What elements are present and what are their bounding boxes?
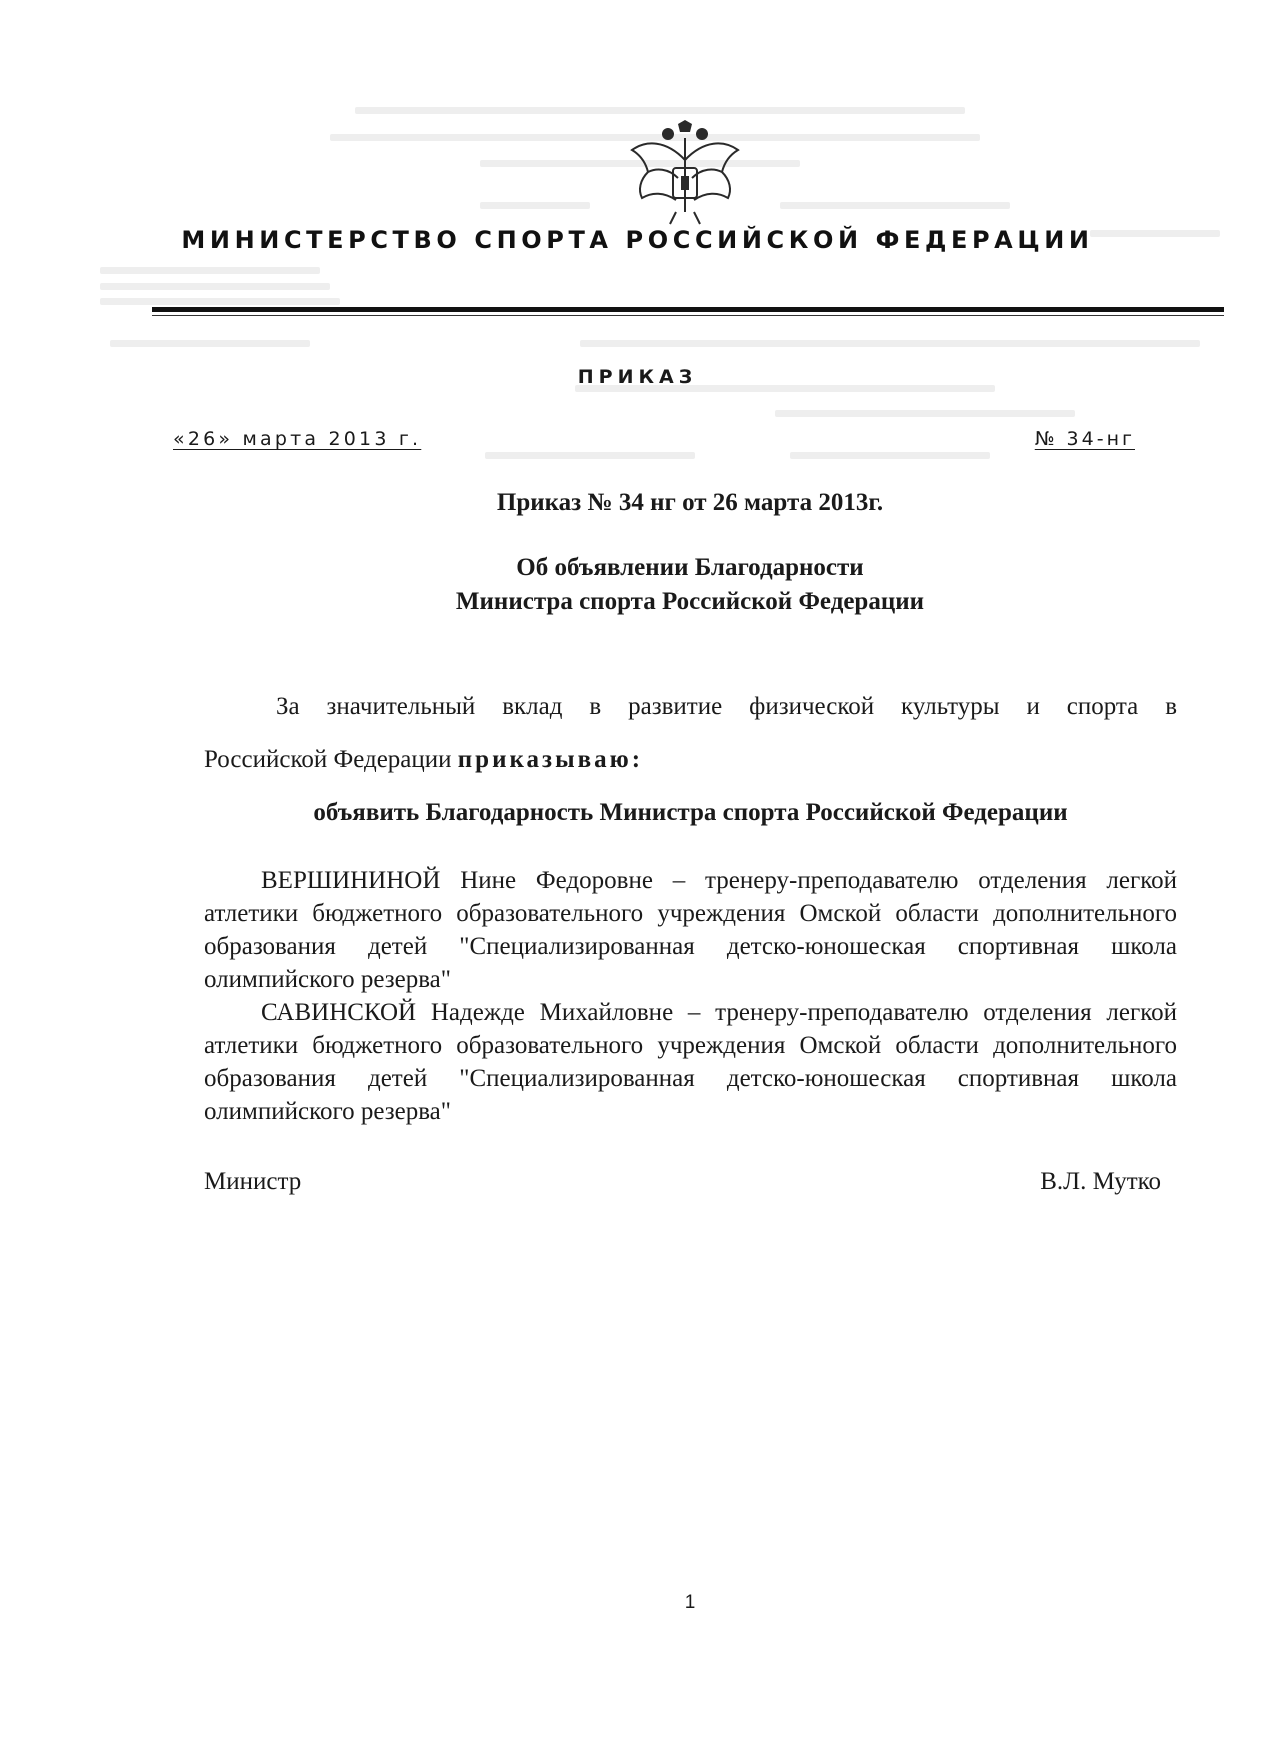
awardee-paragraph: ВЕРШИНИНОЙ Нине Федоровне – тренеру-преподавателю отделения легкой атлетики бюджетного образовательного учреждения Омской области дополнительного образования детей "Специализированная детско-юношеская спортивная школа олимпийского резерва" bbox=[204, 867, 1177, 993]
intro-line-2 bbox=[204, 733, 1177, 786]
intro-paragraph bbox=[204, 680, 1177, 786]
intro-emphasis: приказываю: bbox=[457, 746, 644, 773]
document-date: «26» марта 2013 г. bbox=[173, 428, 422, 450]
ministry-name: МИНИСТЕРСТВО СПОРТА РОССИЙСКОЙ ФЕДЕРАЦИИ bbox=[181, 226, 1094, 254]
awardee-paragraph: САВИНСКОЙ Надежде Михайловне – тренеру-преподавателю отделения легкой атлетики бюджетного образовательного учреждения Омской области дополнительного образования детей "Специализированная детско-юношеская спортивная школа олимпийского резерва" bbox=[204, 999, 1177, 1125]
order-title: Приказ № 34 нг от 26 марта 2013г. bbox=[496, 489, 884, 516]
intro-line-1: За значительный вклад в развитие физической культуры и спорта в bbox=[276, 693, 1177, 720]
double-headed-eagle-emblem-icon bbox=[626, 120, 744, 230]
signatory-name: В.Л. Мутко bbox=[1040, 1168, 1161, 1195]
awardees-list bbox=[204, 864, 1177, 1128]
declaration: объявить Благодарность Министра спорта Российской Федерации bbox=[313, 799, 1068, 826]
document-number: № 34-нг bbox=[1034, 428, 1135, 450]
signatory-position: Министр bbox=[204, 1168, 302, 1195]
header-rule-thick bbox=[152, 307, 1224, 312]
order-subject bbox=[0, 551, 1275, 619]
page-number: 1 bbox=[684, 1592, 696, 1613]
subject-line-2: Министра спорта Российской Федерации bbox=[455, 588, 925, 615]
intro-line-2-text: Российской Федерации bbox=[204, 746, 458, 773]
header-rule-thin bbox=[152, 315, 1224, 316]
document-type: ПРИКАЗ bbox=[577, 366, 698, 388]
subject-line-1: Об объявлении Благодарности bbox=[516, 554, 864, 581]
